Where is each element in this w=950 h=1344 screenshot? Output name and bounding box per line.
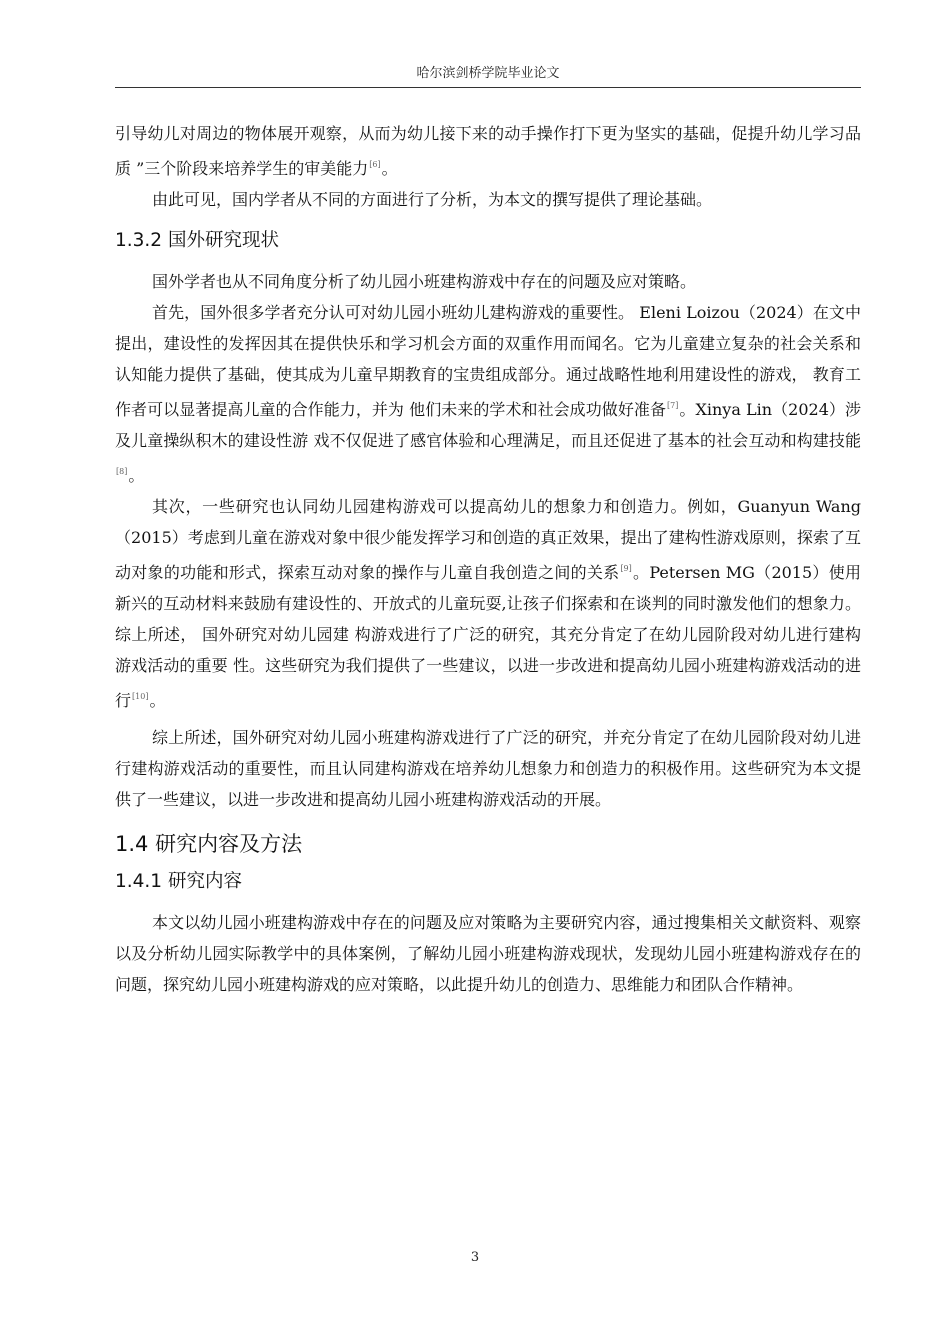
heading-1-3-2: 1.3.2 国外研究现状: [115, 230, 279, 251]
header-rule: [115, 87, 861, 88]
paragraph-end: 。: [381, 159, 398, 178]
citation: [10]: [132, 692, 149, 701]
citation: [8]: [116, 467, 128, 476]
citation: [9]: [620, 564, 632, 573]
citation: [7]: [667, 401, 679, 410]
paragraph-text: 。Petersen MG（2015）使用新兴的互动材料来鼓励有建设性的、开放式的儿童玩耍,让孩子们探索和在谈判的同时激发他们的想象力。综上所述， 国外研究对幼儿园建 构游戏进行了广泛的研究，其充分肯定了在幼儿园阶段对幼儿进行建构游戏活动的重要 性。这些研究为我们提供了一些建议，以进一步改进和提高幼儿园小班建构游戏活动的进 行: [115, 563, 861, 710]
page-body: [115, 118, 861, 1000]
paragraph-1: [115, 118, 861, 184]
heading-1-4: 1.4 研究内容及方法: [115, 832, 303, 856]
paragraph-text: 首先，国外很多学者充分认可对幼儿园小班幼儿建构游戏的重要性。 Eleni Loizou（2024）在文中提出，建设性的发挥因其在提供快乐和学习机会方面的双重作用而闻名。它为儿童建立复杂的社会关系和认知能力提供了基础，使其成为儿童早期教育的宝贵组成部分。通过战略性地利用建设性的游戏， 教育工作者可以显著提高儿童的合作能力，并为 他们未来的学术和社会成功做好准备: [115, 303, 861, 419]
paragraph-text: 。Xinya Lin（2024）涉及儿童操纵积木的建设性游 戏不仅促进了感官体验和心理满足，而且还促进了基本的社会互动和构建技能: [115, 400, 861, 450]
page-number: 3: [470, 1250, 480, 1265]
citation: [6]: [369, 160, 381, 169]
paragraph-text: 其次，一些研究也认同幼儿园建构游戏可以提高幼儿的想象力和创造力。例如，Guanyun Wang（2015）考虑到儿童在游戏对象中很少能发挥学习和创造的真正效果，提出了建构性游戏原则，探索了互动对象的功能和形式，探索互动对象的操作与儿童自我创造之间的关系: [115, 497, 861, 582]
running-header: 哈尔滨剑桥学院毕业论文: [416, 66, 560, 81]
paragraph-end: 。: [128, 466, 145, 485]
paragraph-6: 综上所述，国外研究对幼儿园小班建构游戏进行了广泛的研究，并充分肯定了在幼儿园阶段对幼儿进行建构游戏活动的重要性，而且认同建构游戏在培养幼儿想象力和创造力的积极作用。这些研究为本文提供了一些建议，以进一步改进和提高幼儿园小班建构游戏活动的开展。: [115, 728, 861, 809]
paragraph-3: 国外学者也从不同角度分析了幼儿园小班建构游戏中存在的问题及应对策略。: [152, 272, 697, 291]
paragraph-5: [115, 491, 861, 716]
heading-1-4-1: 1.4.1 研究内容: [115, 871, 242, 892]
paragraph-2: 由此可见，国内学者从不同的方面进行了分析，为本文的撰写提供了理论基础。: [152, 190, 713, 209]
paragraph-text: 引导幼儿对周边的物体展开观察，从而为幼儿接下来的动手操作打下更为坚实的基础，促提升幼儿学习品质 ”三个阶段来培养学生的审美能力: [115, 124, 861, 178]
paragraph-4: [115, 297, 861, 491]
paragraph-end: 。: [149, 691, 166, 710]
paragraph-7: 本文以幼儿园小班建构游戏中存在的问题及应对策略为主要研究内容，通过搜集相关文献资料、观察以及分析幼儿园实际教学中的具体案例，了解幼儿园小班建构游戏现状，发现幼儿园小班建构游戏存在的问题，探究幼儿园小班建构游戏的应对策略，以此提升幼儿的创造力、思维能力和团队合作精神。: [115, 913, 861, 994]
